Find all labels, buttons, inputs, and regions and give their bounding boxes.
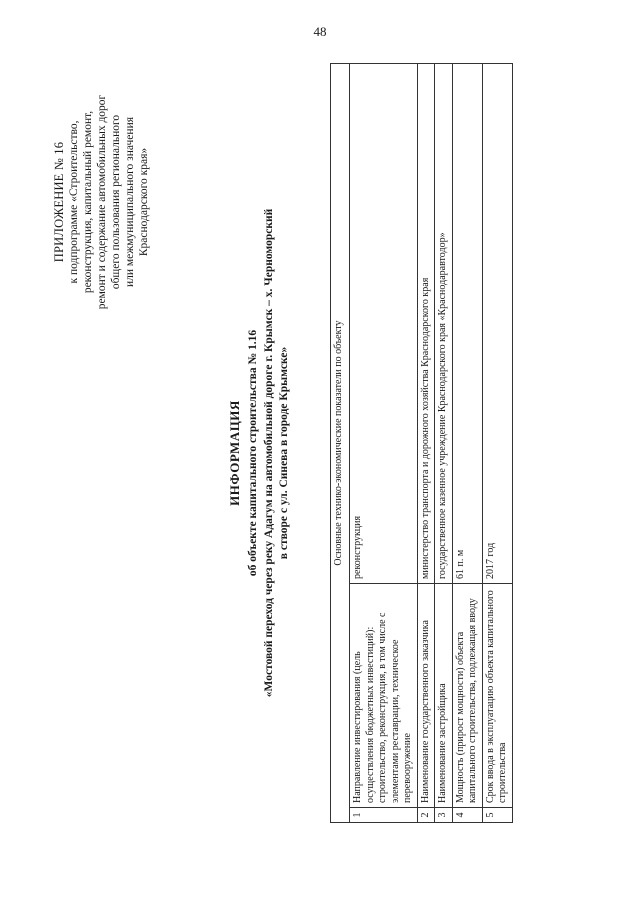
rotated-page-content — [40, 53, 600, 853]
row-label: Направление инвестирования (цель осуществления бюджетных инвестиций): строительство, реконструкция, в том числе с элементами реставрации, техническое перевооружение — [350, 583, 418, 807]
object-name-line1: «Мостовой переход через реку Адагум на автомобильной дороге г. Крымск – х. Черноморский — [262, 208, 275, 697]
table-header: Основные технико-экономические показатели по объекту — [331, 63, 350, 822]
appendix-line: или межмуниципального значения — [124, 116, 137, 287]
row-value: министерство транспорта и дорожного хозяйства Краснодарского края — [417, 63, 435, 583]
row-number: 3 — [435, 807, 453, 822]
page-number: 48 — [313, 24, 327, 39]
row-number: 2 — [417, 807, 435, 822]
appendix-line: ремонт и содержание автомобильных дорог — [96, 94, 109, 309]
appendix-title: ПРИЛОЖЕНИЕ № 16 — [52, 141, 66, 262]
appendix-block — [52, 53, 151, 351]
row-value: государственное казенное учреждение Краснодарского края «Краснодаравтодор» — [435, 63, 453, 583]
appendix-line: к подпрограмме «Строительство, — [68, 120, 81, 283]
row-value: 61 п. м — [452, 63, 482, 583]
row-value: 2017 год — [482, 63, 512, 583]
row-number: 1 — [350, 807, 418, 822]
row-label: Наименование государственного заказчика — [417, 583, 435, 807]
table-row — [452, 63, 482, 822]
table-header-row — [331, 63, 350, 822]
row-label: Мощность (прирост мощности) объекта капитального строительства, подлежащая вводу — [452, 583, 482, 807]
appendix-line: реконструкция, капитальный ремонт, — [82, 110, 95, 293]
table-row — [417, 63, 435, 822]
appendix-line: общего пользования регионального — [110, 114, 123, 289]
table-row — [350, 63, 418, 822]
indicators-table — [330, 63, 513, 823]
row-label: Срок ввода в эксплуатацию объекта капитального строительства — [482, 583, 512, 807]
table-row — [435, 63, 453, 822]
document-heading — [226, 53, 293, 853]
table-row — [482, 63, 512, 822]
row-number: 5 — [482, 807, 512, 822]
object-name-line2: в створе с ул. Синева в городе Крымске» — [278, 346, 291, 559]
document-title: ИНФОРМАЦИЯ — [227, 399, 242, 506]
document-subtitle: об объекте капитального строительства № 1.16 — [246, 329, 259, 576]
row-number: 4 — [452, 807, 482, 822]
row-label: Наименование застройщика — [435, 583, 453, 807]
appendix-line: Краснодарского края» — [138, 147, 151, 256]
row-value: реконструкция — [350, 63, 418, 583]
